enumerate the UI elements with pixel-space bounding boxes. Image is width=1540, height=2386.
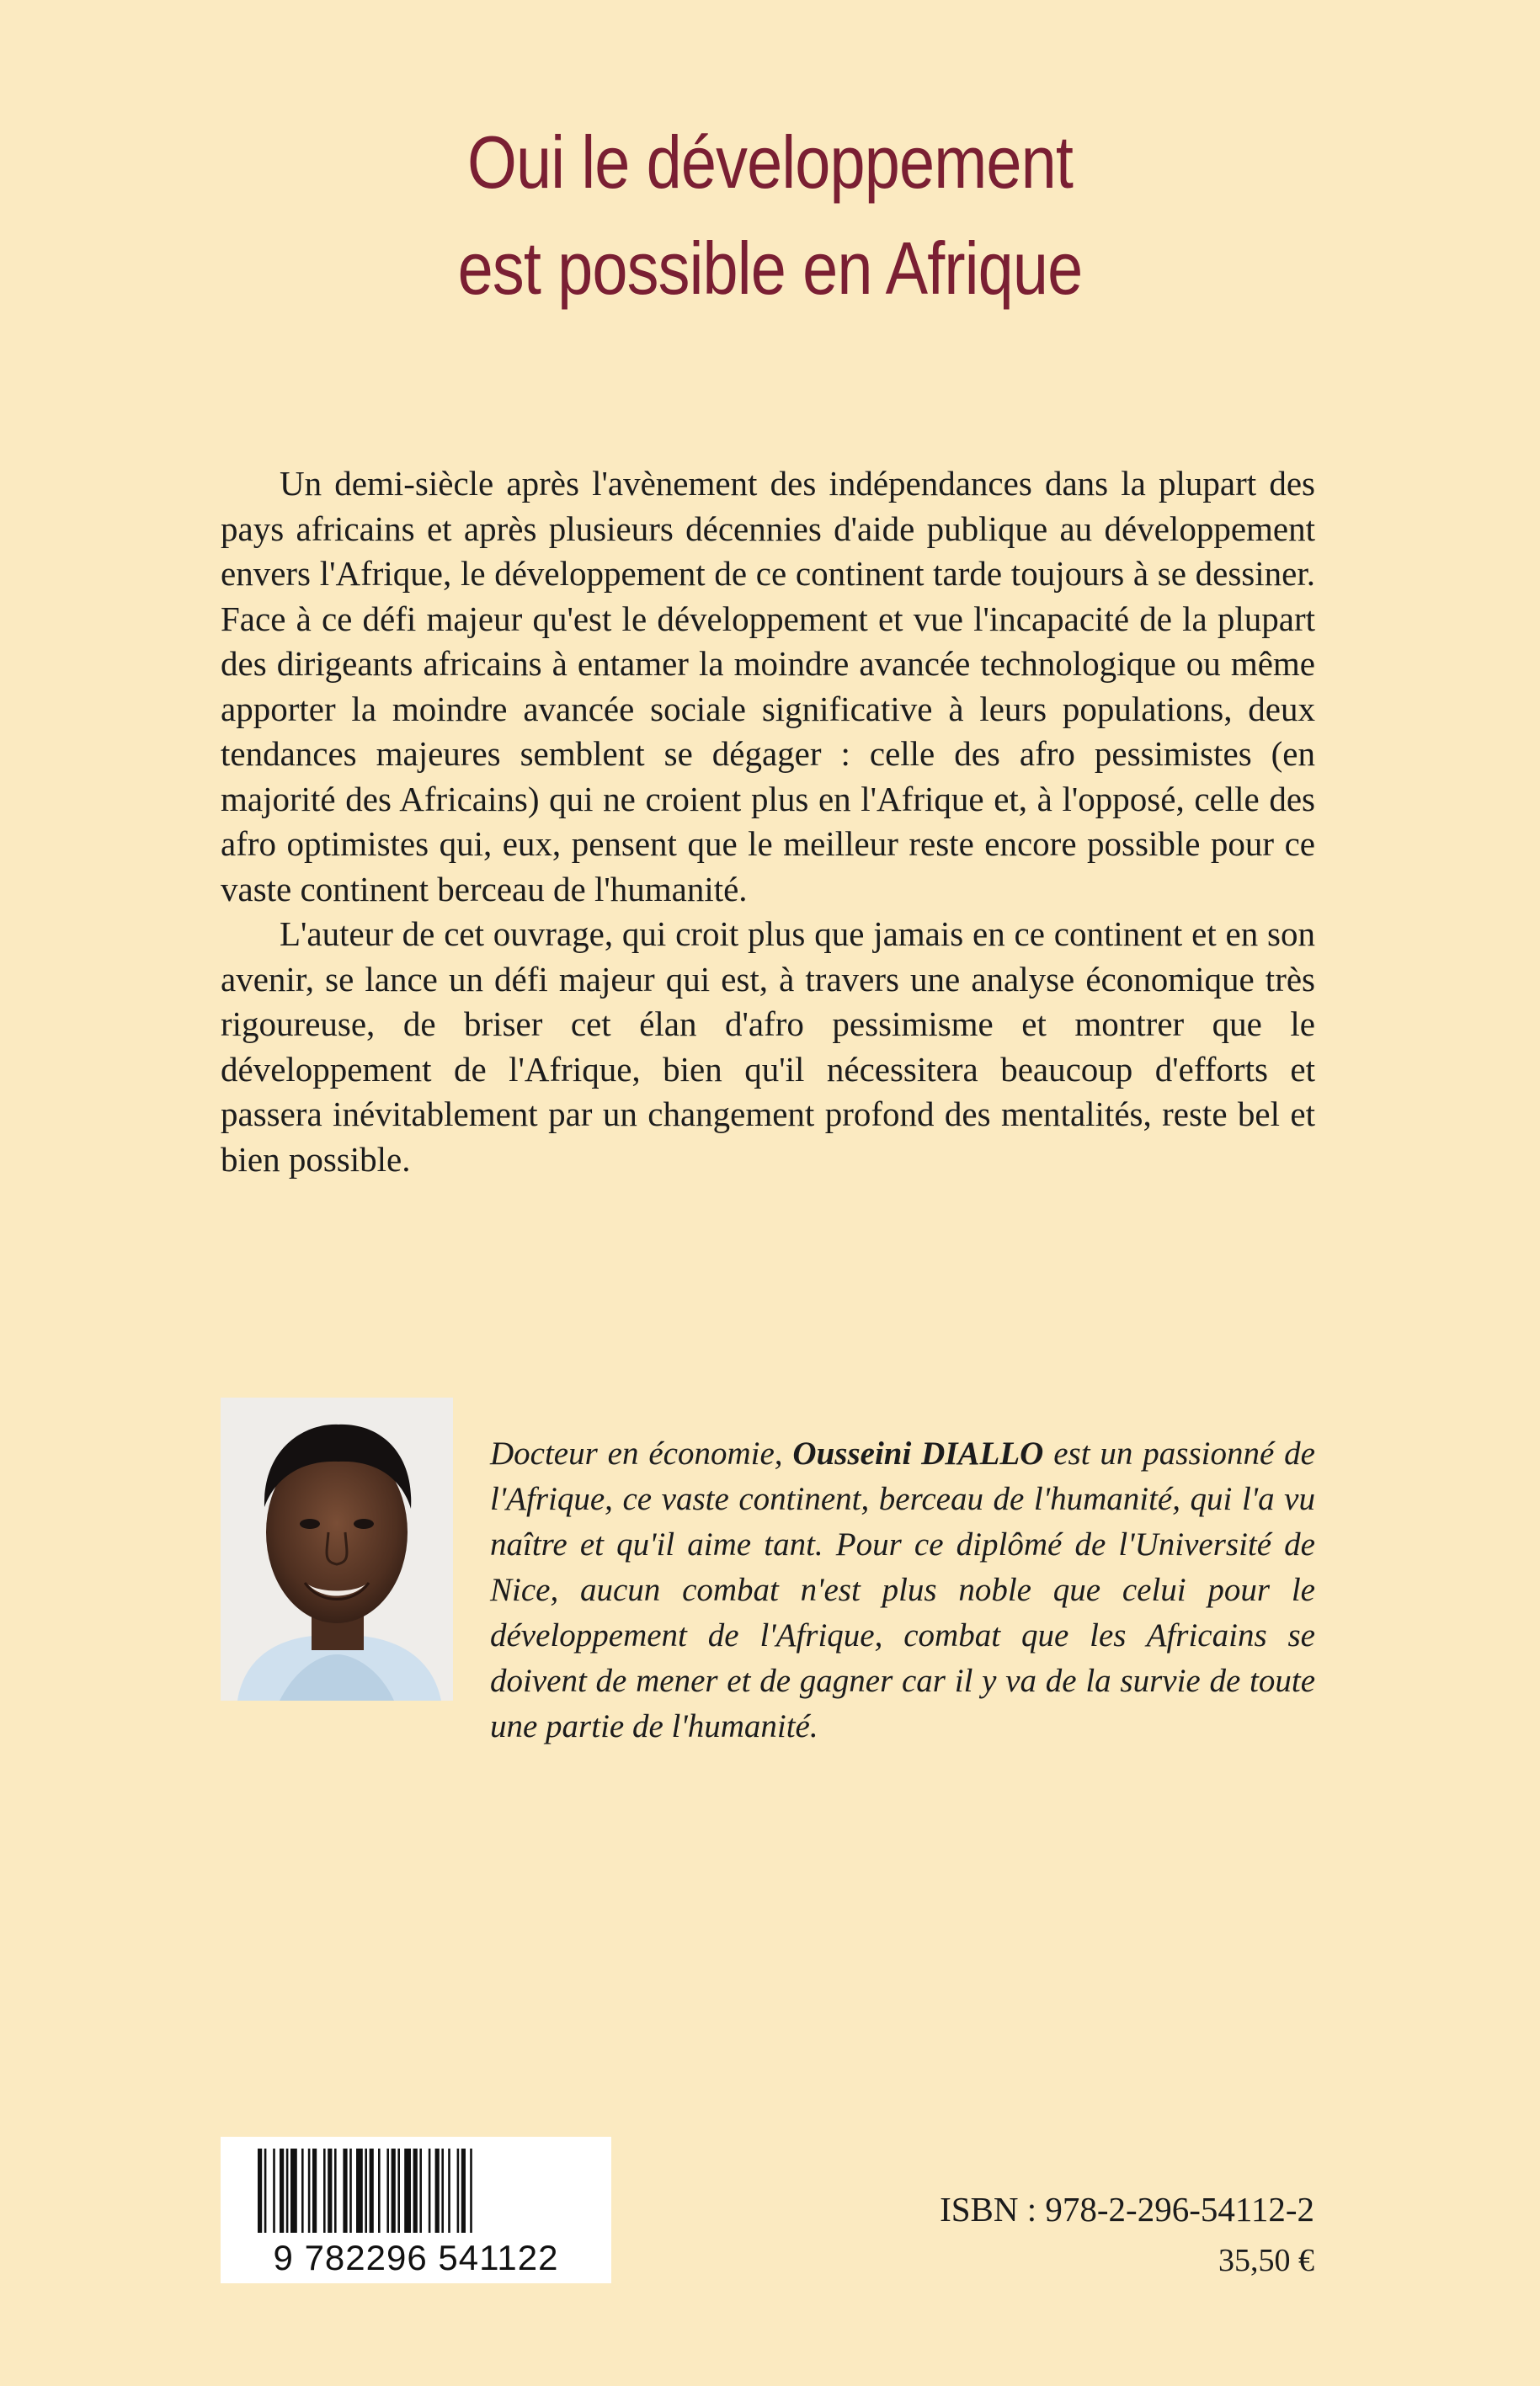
barcode-bar (264, 2149, 267, 2233)
book-summary (221, 461, 1315, 1182)
barcode-bar (301, 2149, 304, 2233)
barcode-bar (356, 2149, 363, 2233)
barcode-bar (441, 2149, 444, 2233)
summary-paragraph-1: Un demi-siècle après l'avènement des indépendances dans la plupart des pays africains et après plusieurs décennies d'aide publique au développement envers l'Afrique, le développement de ce continent tarde toujours à se dessiner. Face à ce défi majeur qu'est le développement et vue l'incapacité de la plupart des dirigeants africains à entamer la moindre avancée technologique ou même apporter la moindre avancée sociale significative à leurs populations, deux tendances majeures semblent se dégager : celle des afro pessimistes (en majorité des Africains) qui ne croient plus en l'Afrique et, à l'opposé, celle des afro optimistes qui, eux, pensent que le meilleur reste encore possible pour ce vaste continent berceau de l'humanité. (221, 464, 1315, 908)
barcode-bar (378, 2149, 381, 2233)
author-name: Ousseini DIALLO (792, 1435, 1044, 1472)
barcode-bar (404, 2149, 411, 2233)
price: 35,50 € (1218, 2243, 1314, 2278)
bio-rest: est un passionné de l'Afrique, ce vaste continent, berceau de l'humanité, qui l'a vu naître et qu'il aime tant. Pour ce diplômé de l'Université de Nice, aucun combat n'est plus noble que celui pour le développement de l'Afrique, combat que les Africains se doivent de mener et de gagner car il y va de la survie de toute une partie de l'humanité. (490, 1435, 1315, 1744)
bio-lead: Docteur en économie, (490, 1435, 793, 1472)
barcode-bar (349, 2149, 352, 2233)
barcode-bar (334, 2149, 337, 2233)
barcode-bar (397, 2149, 400, 2233)
barcode-bar (413, 2149, 418, 2233)
book-title-line-2: est possible en Afrique (457, 226, 1083, 310)
barcode-bar (273, 2149, 275, 2233)
author-photo (221, 1398, 453, 1701)
barcode-bar (457, 2149, 460, 2233)
author-bio (490, 1431, 1315, 1750)
barcode-bar (323, 2149, 326, 2233)
barcode-bar (461, 2149, 466, 2233)
barcode-bar (392, 2149, 396, 2233)
book-title-line-1: Oui le développement (466, 120, 1074, 204)
barcode-bar (258, 2149, 262, 2233)
barcode-bar (419, 2149, 422, 2233)
barcode-bar (429, 2149, 431, 2233)
book-title (108, 109, 1432, 322)
barcode-bar (290, 2149, 297, 2233)
barcode-bar (435, 2149, 440, 2233)
barcode-bar (343, 2149, 347, 2233)
isbn-number: ISBN : 978-2-296-54112-2 (940, 2190, 1314, 2229)
barcode-bar (386, 2149, 389, 2233)
barcode-bar (328, 2149, 332, 2233)
barcode-bar (448, 2149, 450, 2233)
barcode (221, 2137, 611, 2283)
barcode-bars (221, 2137, 611, 2238)
barcode-bar (470, 2149, 472, 2233)
author-portrait-image (221, 1398, 453, 1701)
barcode-bar (308, 2149, 311, 2233)
barcode-bar (365, 2149, 367, 2233)
barcode-bar (312, 2149, 317, 2233)
summary-paragraph-2: L'auteur de cet ouvrage, qui croit plus que jamais en ce continent et en son avenir, se lance un défi majeur qui est, à travers une analyse économique très rigoureuse, de briser cet élan d'afro pessimisme et montrer que le développement de l'Afrique, bien qu'il nécessitera beaucoup d'efforts et passera inévitablement par un changement profond des mentalités, reste bel et bien possible. (221, 914, 1315, 1179)
barcode-bar (280, 2149, 284, 2233)
barcode-bar (370, 2149, 374, 2233)
barcode-bar (286, 2149, 289, 2233)
barcode-digits: 9 782296 541122 (273, 2238, 559, 2277)
